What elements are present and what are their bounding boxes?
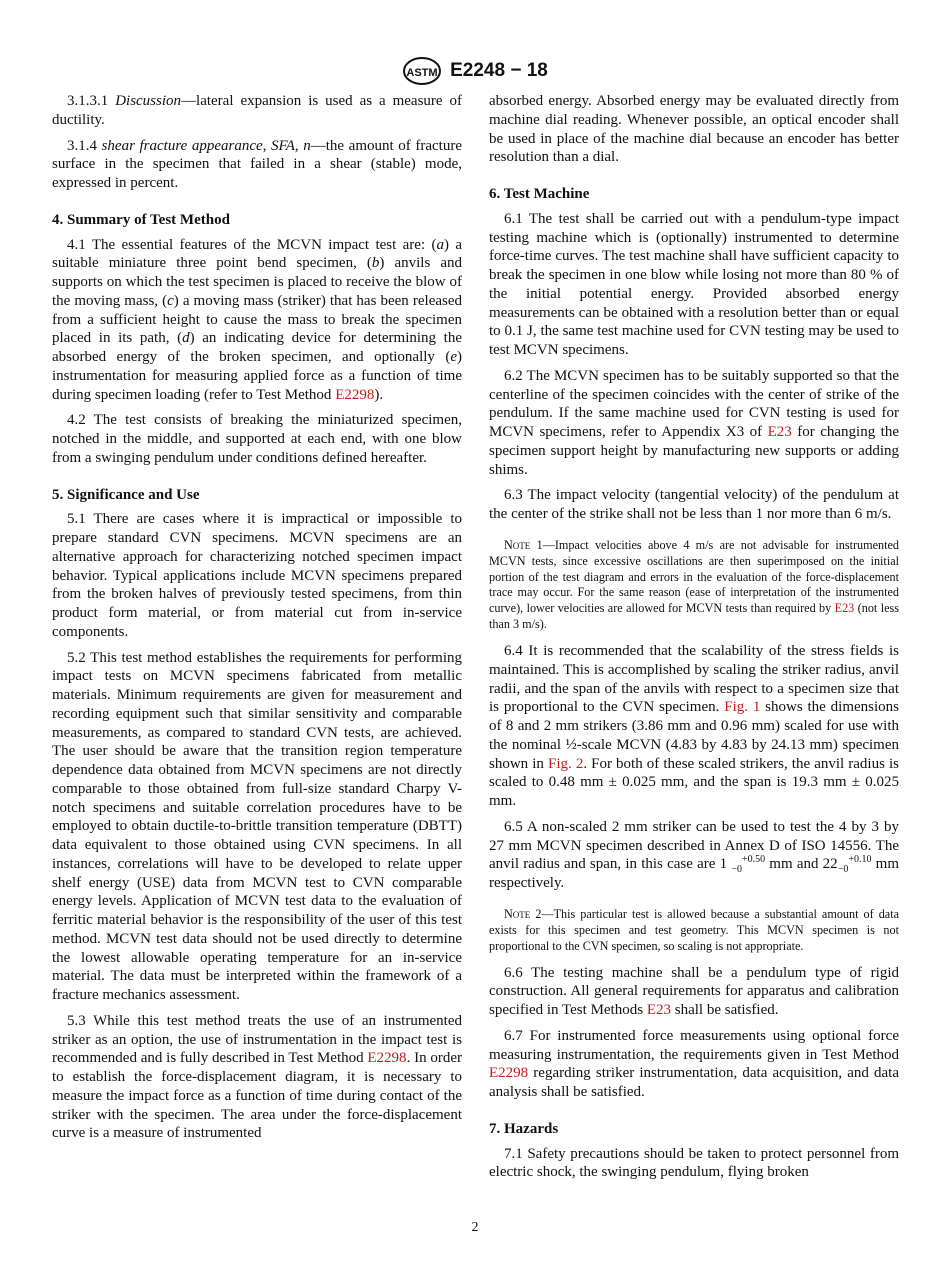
italic-text: c — [167, 292, 174, 309]
right-column — [489, 92, 899, 1189]
note: Note 2—This particular test is allowed because a substantial amount of data exists for this specimen and test geometry. This MCVN specimen is not proportional to the CVN specimen, so scaling is not appropriate. — [489, 906, 899, 953]
paragraph: 6.7 For instrumented force measurements using optional force measuring instrumentation, the requirements given in Test Method E2298 regarding striker instrumentation, data acquisition, and data analysis shall be satisfied. — [489, 1027, 899, 1101]
paragraph: 3.1.3.1 Discussion—lateral expansion is used as a measure of ductility. — [52, 93, 462, 128]
reference-link[interactable]: Fig. 2 — [547, 755, 584, 772]
astm-logo-icon — [402, 56, 442, 86]
document-id: E2248 − 18 — [450, 60, 548, 81]
section-heading: 5. Significance and Use — [52, 486, 200, 503]
section-heading: 4. Summary of Test Method — [52, 211, 230, 228]
page-header — [0, 56, 950, 86]
reference-link[interactable]: E2298 — [335, 386, 375, 403]
italic-text: d — [182, 330, 190, 347]
note: Note 1—Impact velocities above 4 m/s are not advisable for instrumented MCVN tests, since excessive oscillations are then superimposed on the initial portion of the test diagram and errors in the evaluation of the force-displacement trace may occur. For the same reason (ease of interpretation of the instrumented curve), lower velocities are allowed for MCVN tests than required by E23 (not less than 3 m/s). — [489, 537, 899, 632]
subscript: −0 — [837, 864, 849, 876]
paragraph: 6.4 It is recommended that the scalability of the stress fields is maintained. This is accomplished by scaling the striker radius, anvil radii, and the span of the anvils with respect to a specimen size that is proportional to the CVN specimen. Fig. 1 shows the dimensions of 8 and 2 mm strikers (3.86 mm and 0.96 mm) scaled for use with the nominal ½-scale MCVN (4.83 by 4.83 by 24.13 mm) specimen shown in Fig. 2. For both of these scaled strikers, the anvil radius is scaled to 0.48 mm ± 0.025 mm, and the span is 19.3 mm ± 0.025 mm. — [489, 643, 900, 810]
reference-link[interactable]: E23 — [646, 1002, 671, 1019]
paragraph: 6.2 The MCVN specimen has to be suitably supported so that the centerline of the specimen coincides with the center of strike of the pendulum. If the same machine used for CVN testing is used for MCVN specimens, refer to Appendix X3 of E23 for changing the specimen support height by manufacturing new supports or adding shims. — [489, 367, 899, 478]
paragraph: 5.3 While this test method treats the use of an instrumented striker as an option, the use of instrumentation in the impact test is recommended and is fully described in Test Method E2298. In order to establish the force-displacement diagram, it is necessary to measure the impact force as a function of time during contact of the striker with the specimen. The area under the force-displacement curve is a measure of instrumented — [52, 1012, 462, 1142]
section-heading: 7. Hazards — [489, 1120, 559, 1137]
note-label: Note — [504, 537, 531, 552]
reference-link[interactable]: E2298 — [367, 1050, 407, 1067]
reference-link[interactable]: E23 — [834, 601, 855, 616]
paragraph: 6.1 The test shall be carried out with a pendulum-type impact testing machine which is (optionally) instrumented to determine force-time curves. The test machine shall have sufficient capacity to break the specimen in one blow while losing not more than 80 % of the initial potential energy. Provided absorbed energy measurements can be obtained with a resolution better than or equal to 0.1 J, the same test machine used for CVN testing may be used to test MCVN specimens. — [489, 210, 899, 358]
italic-text: shear fracture appearance, SFA, n — [101, 137, 311, 154]
reference-link[interactable]: Fig. 1 — [724, 699, 761, 716]
paragraph: absorbed energy. Absorbed energy may be evaluated directly from machine dial reading. Whenever possible, an optical encoder shall be used in place of the machine dial because an encoder has better resolution than a dial. — [489, 93, 899, 166]
paragraph: 5.1 There are cases where it is impractical or impossible to prepare standard CVN specimens. MCVN specimens are an alternative approach for characterizing notched specimen impact behavior. Typical applications include MCVN specimens prepared from the broken halves of previously tested specimens, from thin product form material, or from material cut from in-service components. — [52, 511, 462, 640]
paragraph: 4.2 The test consists of breaking the miniaturized specimen, notched in the middle, and supported at each end, with one blow from a swinging pendulum under conditions defined hereafter. — [52, 412, 462, 466]
superscript: +0.10 — [848, 854, 872, 866]
reference-link[interactable]: E2298 — [489, 1065, 529, 1082]
note-label: Note — [504, 906, 531, 921]
section-heading: 6. Test Machine — [489, 186, 590, 202]
left-column — [52, 92, 462, 1150]
svg-text:ASTM: ASTM — [406, 67, 438, 79]
paragraph: 3.1.4 shear fracture appearance, SFA, n—the amount of fracture surface in the specimen that failed in a shear (stable) mode, expressed in percent. — [52, 137, 462, 191]
paragraph: 6.6 The testing machine shall be a pendulum type of rigid construction. All general requirements for apparatus and calibration specified in Test Methods E23 shall be satisfied. — [489, 964, 899, 1019]
paragraph: 6.3 The impact velocity (tangential velocity) of the pendulum at the center of the strike shall not be less than 1 nor more than 6 m/s. — [489, 487, 899, 522]
italic-text: a — [436, 236, 444, 253]
italic-text: Discussion — [115, 93, 182, 109]
italic-text: e — [450, 349, 457, 365]
page-number: 2 — [471, 1220, 479, 1235]
paragraph: 5.2 This test method establishes the requirements for performing impact tests on MCVN specimens fabricated from metallic materials. Minimum requirements are given for measurement and recording equipment such that similar sensitivity and comparable measurements, as compared to standard CVN tests, are achieved. The user should be aware that the transition region temperature dependence data obtained from MCVN specimens are not directly comparable to those obtained from full-size standard Charpy V-notch specimens and suitable correlation procedures have to be employed to obtain ductile-to-brittle transition temperature (DBTT) data equivalent to those obtained using CVN specimens. In all instances, correlations will have to be developed to relate upper shelf energy (USE) data from MCVN test to CVN comparable energy levels. Application of MCVN test data to the evaluation of ferritic material behavior is the responsibility of the user of this test method. MCVN test data should not be used directly to determine the lowest allowable operating temperature for an in-service material. The data must be interpreted within the framework of a fracture mechanics assessment. — [52, 649, 462, 1003]
italic-text: b — [371, 255, 380, 272]
paragraph: 7.1 Safety precautions should be taken to protect personnel from electric shock, the swinging pendulum, flying broken — [489, 1145, 899, 1181]
reference-link[interactable]: E23 — [767, 424, 792, 440]
subscript: −0 — [731, 864, 742, 876]
paragraph: 6.5 A non-scaled 2 mm striker can be used to test the 4 by 3 by 27 mm MCVN specimen described in Annex D of ISO 14556. The anvil radius and span, in this case are 1 $_{-0}^{+0.50}$ mm and $22_{-0}^{+0.10}$ mm respectively. — [489, 818, 900, 892]
superscript: +0.50 — [741, 854, 766, 866]
paragraph: 4.1 The essential features of the MCVN impact test are: (a) a suitable miniature three point bend specimen, (b) anvils and supports on which the test specimen is placed to receive the blow of the moving mass, (c) a moving mass (striker) that has been released from a sufficient height to cause the mass to break the specimen placed in its path, (d) an indicating device for determining the absorbed energy of the broken specimen, and optionally (e) instrumentation for measuring applied force as a function of time during specimen loading (refer to Test Method E2298). — [52, 236, 463, 403]
